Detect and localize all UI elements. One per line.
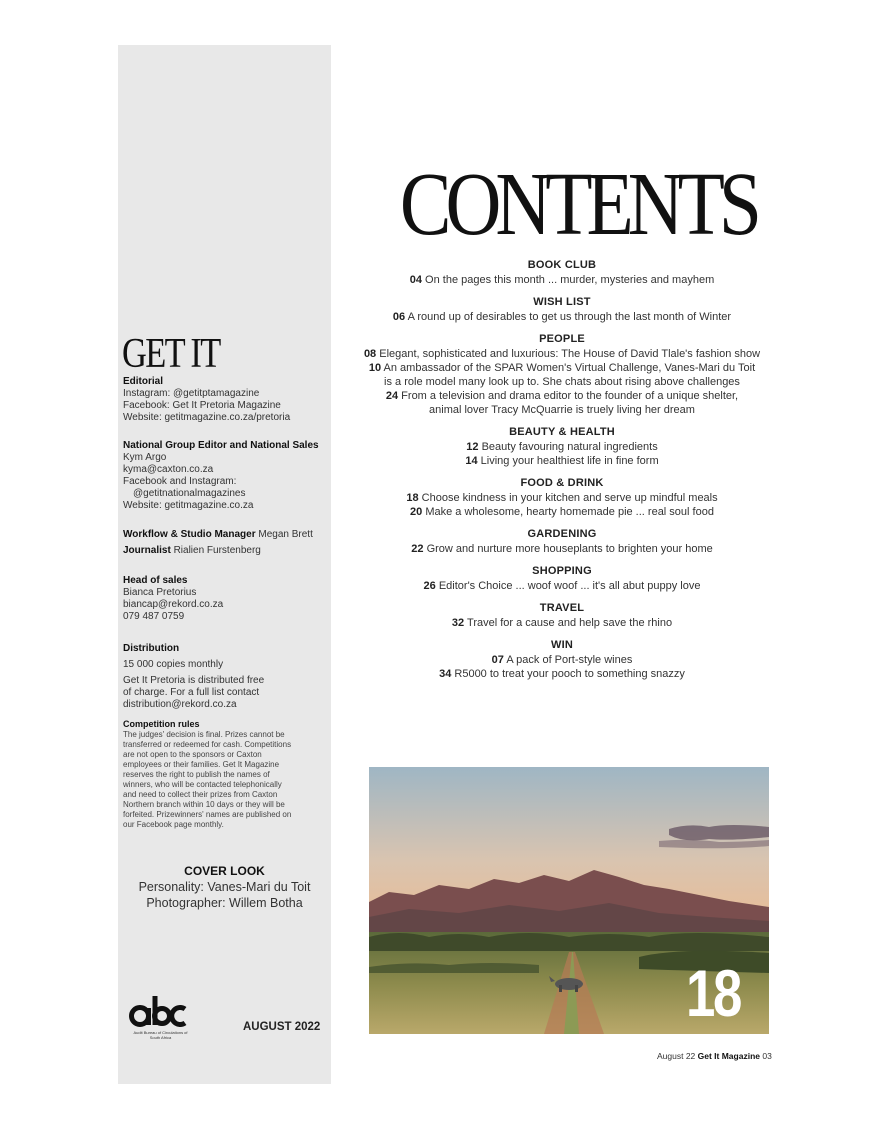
journalist-line: [123, 545, 328, 557]
editorial-instagram: Instagram: @getitptamagazine: [123, 388, 260, 399]
sales-phone: 079 487 0759: [123, 611, 185, 622]
sales-email: biancap@rekord.co.za: [123, 599, 224, 610]
section-title: WIN: [551, 639, 573, 651]
page-title: CONTENTS: [399, 155, 756, 254]
national-social-handle: @getitnationalmagazines: [133, 488, 246, 499]
national-social-label: Facebook and Instagram:: [123, 476, 237, 487]
entry-text: R5000 to treat your pooch to something snazzy: [451, 668, 685, 680]
workflow-line: [123, 529, 328, 541]
contents-entry: [352, 273, 772, 287]
contents-entry: [352, 375, 772, 389]
section-title: BOOK CLUB: [527, 259, 597, 271]
contents-section: [352, 638, 772, 681]
entry-text: Elegant, sophisticated and luxurious: The House of David Tlale's fashion show: [376, 348, 761, 360]
competition-line: transferred or redeemed for cash. Competitions: [123, 740, 292, 749]
national-email: kyma@caxton.co.za: [123, 464, 214, 475]
distribution-heading: Distribution: [123, 643, 180, 654]
entry-page-number: 07: [491, 654, 504, 666]
staff-block: [123, 529, 328, 557]
entry-text: Travel for a cause and help save the rhino: [464, 617, 673, 629]
editorial-block: [123, 376, 328, 424]
contents-entry: [352, 616, 772, 630]
entry-text: Living your healthiest life in fine form: [477, 455, 659, 467]
page-footer: [657, 1051, 772, 1061]
entry-text: animal lover Tracy McQuarrie is truely living her dream: [429, 404, 695, 416]
competition-line: Northern branch within 10 days or they will be: [123, 800, 285, 809]
contents-entry: [352, 361, 772, 375]
contents-section: [352, 258, 772, 287]
competition-line: reserves the right to publish the names of: [123, 770, 270, 779]
competition-line: are not open to the sponsors or Caxton: [123, 750, 262, 759]
entry-page-number: 20: [410, 506, 423, 518]
contents-section: [352, 476, 772, 519]
section-title: TRAVEL: [539, 602, 585, 614]
cover-photographer: Photographer: Willem Botha: [146, 896, 303, 910]
sidebar-panel: [118, 45, 331, 1084]
contents-entry: [352, 579, 772, 593]
contents-section: [352, 564, 772, 593]
entry-page-number: 26: [423, 580, 436, 592]
entry-text: Choose kindness in your kitchen and serve up mindful meals: [418, 492, 718, 504]
entry-page-number: 24: [385, 390, 399, 402]
section-title: FOOD & DRINK: [520, 477, 604, 489]
competition-line: The judges' decision is final. Prizes cannot be: [123, 730, 285, 739]
workflow-name: Megan Brett: [255, 529, 313, 540]
competition-block: [123, 718, 328, 830]
workflow-label: Workflow & Studio Manager: [123, 529, 256, 540]
contents-entry: [352, 403, 772, 417]
entry-page-number: 22: [411, 543, 424, 555]
competition-line: forfeited. Prizewinners' names are published on: [123, 810, 292, 819]
distribution-block: [123, 643, 328, 711]
national-heading: National Group Editor and National Sales: [123, 440, 319, 451]
sales-name: Bianca Pretorius: [123, 587, 197, 598]
distribution-line-1: Get It Pretoria is distributed free: [123, 675, 265, 686]
entry-text: Make a wholesome, hearty homemade pie ... real soul food: [422, 506, 714, 518]
entry-page-number: 10: [368, 362, 382, 374]
contents-entry: [352, 542, 772, 556]
entry-page-number: 08: [363, 348, 377, 360]
sales-heading: Head of sales: [123, 575, 188, 586]
entry-text: An ambassador of the SPAR Women's Virtual Challenge, Vanes-Mari du Toit: [381, 362, 756, 374]
magazine-logo: GET IT: [122, 331, 220, 377]
section-title: BEAUTY & HEALTH: [509, 426, 615, 438]
page-number: 18: [686, 956, 740, 1030]
issue-date: AUGUST 2022: [243, 1021, 321, 1033]
contents-entry: [352, 491, 772, 505]
contents-list: [352, 258, 772, 689]
entry-text: From a television and drama editor to the founder of a unique shelter,: [398, 390, 739, 402]
entry-text: Grow and nurture more houseplants to brighten your home: [423, 543, 713, 555]
distribution-line-2: of charge. For a full list contact: [123, 687, 260, 698]
editorial-website: Website: getitmagazine.co.za/pretoria: [123, 412, 291, 423]
section-title: PEOPLE: [539, 333, 585, 345]
contents-section: [352, 295, 772, 324]
contents-section: [352, 425, 772, 468]
contents-entry: [352, 653, 772, 667]
entry-text: On the pages this month ... murder, mysteries and mayhem: [422, 274, 715, 286]
entry-text: Editor's Choice ... woof woof ... it's all abut puppy love: [435, 580, 701, 592]
section-title: WISH LIST: [533, 296, 591, 308]
abc-logo-mark: [128, 994, 188, 1030]
contents-section: [352, 527, 772, 556]
contents-entry: [352, 454, 772, 468]
national-website: Website: getitmagazine.co.za: [123, 500, 254, 511]
entry-page-number: 34: [439, 668, 452, 680]
entry-text: A round up of desirables to get us through the last month of Winter: [405, 311, 732, 323]
contents-entry: [352, 440, 772, 454]
contents-section: [352, 332, 772, 417]
journalist-label: Journalist: [123, 545, 171, 556]
cover-look-block: [118, 863, 331, 911]
section-title: SHOPPING: [532, 565, 592, 577]
distribution-email: distribution@rekord.co.za: [123, 699, 237, 710]
entry-text: is a role model many look up to. She chats about rising above challenges: [384, 376, 740, 388]
contents-entry: [352, 310, 772, 324]
footer-magazine: Get It Magazine: [697, 1051, 760, 1061]
entry-page-number: 14: [465, 455, 478, 467]
competition-line: employees or their families. Get It Magazine: [123, 760, 280, 769]
entry-text: A pack of Port-style wines: [503, 654, 633, 666]
sales-block: [123, 575, 328, 623]
section-title: GARDENING: [527, 528, 597, 540]
competition-heading: Competition rules: [123, 719, 200, 729]
distribution-copies: 15 000 copies monthly: [123, 659, 224, 670]
editorial-facebook: Facebook: Get It Pretoria Magazine: [123, 400, 281, 411]
entry-page-number: 12: [466, 441, 479, 453]
footer-page: 03: [759, 1051, 772, 1061]
national-name: Kym Argo: [123, 452, 167, 463]
entry-page-number: 04: [409, 274, 422, 286]
journalist-name: Rialien Furstenberg: [170, 545, 261, 556]
national-block: [123, 440, 328, 512]
entry-page-number: 18: [406, 492, 419, 504]
footer-date: August 22: [657, 1051, 698, 1061]
abc-subtitle: Audit Bureau of Circulations of South Africa: [133, 1030, 188, 1040]
contents-entry: [352, 505, 772, 519]
contents-section: [352, 601, 772, 630]
competition-line: and need to collect their prizes from Caxton: [123, 790, 278, 799]
entry-page-number: 06: [392, 311, 406, 323]
contents-entry: [352, 667, 772, 681]
cover-heading: COVER LOOK: [184, 864, 265, 878]
contents-entry: [352, 347, 772, 361]
cover-personality: Personality: Vanes-Mari du Toit: [138, 880, 311, 894]
competition-line: winners, who will be contacted telephonically: [123, 780, 282, 789]
contents-entry: [352, 389, 772, 403]
editorial-heading: Editorial: [123, 376, 164, 387]
competition-line: our Facebook page monthly.: [123, 820, 224, 829]
entry-text: Beauty favouring natural ingredients: [478, 441, 658, 453]
entry-page-number: 32: [451, 617, 465, 629]
